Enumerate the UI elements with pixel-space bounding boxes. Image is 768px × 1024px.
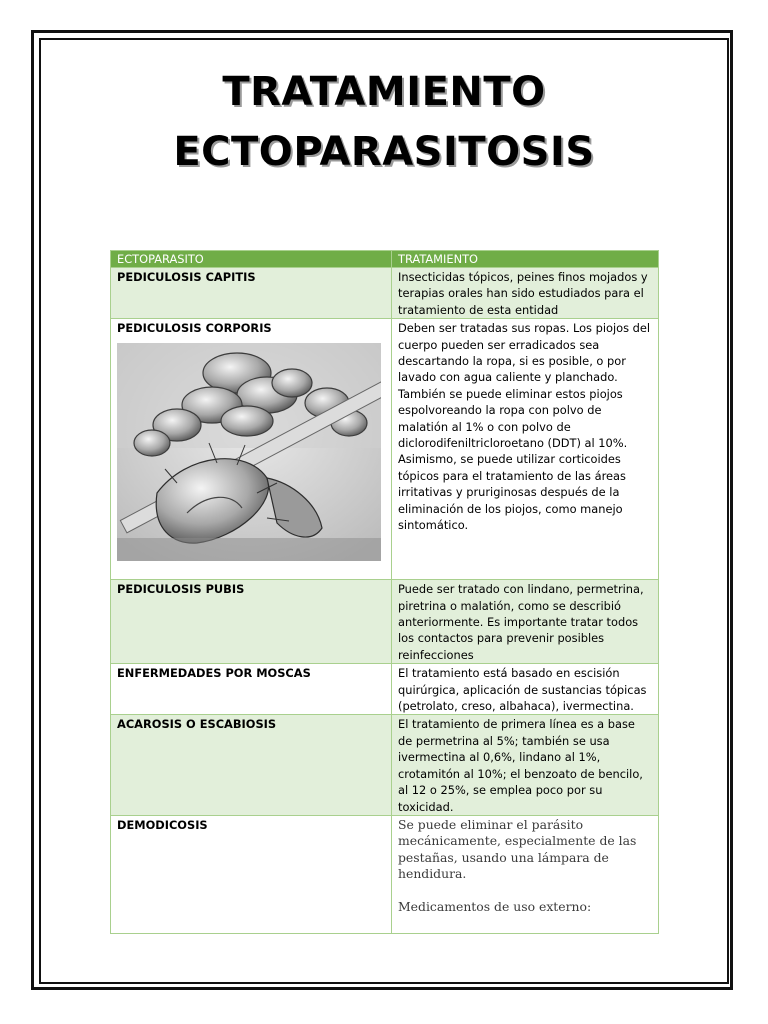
table-row xyxy=(111,319,659,580)
row-name: ENFERMEDADES POR MOSCAS xyxy=(111,664,392,715)
row-name: ACAROSIS O ESCABIOSIS xyxy=(111,715,392,815)
table-row xyxy=(111,815,659,933)
louse-micrograph-image xyxy=(117,343,381,561)
row-treatment: Se puede eliminar el parásito mecánicamente, especialmente de las pestañas, usando una lámpara de hendidura. xyxy=(398,816,637,882)
row-treatment: Puede ser tratado con lindano, permetrina, piretrina o malatión, como se describió anteriormente. Es importante tratar todos los contactos para prevenir posibles reinfecciones xyxy=(392,580,659,664)
row-treatment: Deben ser tratadas sus ropas. Los piojos del cuerpo pueden ser erradicados sea descartando la ropa, si es posible, o por lavado con agua caliente y planchado. También se puede eliminar estos piojos espolvoreando la ropa con polvo de malatión al 1% o con polvo de diclorodifeniltricloroetano (DDT) al 10%. Asimismo, se puede utilizar corticoides tópicos para el tratamiento de las áreas irritativas y pruriginosas después de la eliminación de los piojos, como manejo sintomático. xyxy=(392,319,659,580)
title-line-2: ECTOPARASITOSIS xyxy=(173,129,595,175)
row-treatment: El tratamiento está basado en escisión quirúrgica, aplicación de sustancias tópicas (petrolato, creso, albahaca), ivermectina. xyxy=(392,664,659,715)
row-treatment-cell xyxy=(392,815,659,933)
title-line-1: TRATAMIENTO xyxy=(222,69,546,115)
table-header-row xyxy=(111,251,659,268)
row-name-cell xyxy=(111,319,392,580)
row-treatment-extra: Medicamentos de uso externo: xyxy=(398,898,592,914)
row-treatment: Insecticidas tópicos, peines finos mojados y terapias orales han sido estudiados para el tratamiento de esta entidad xyxy=(392,268,659,319)
table-row xyxy=(111,715,659,815)
header-ectoparasito: ECTOPARASITO xyxy=(111,251,392,268)
table-row xyxy=(111,268,659,319)
row-name: PEDICULOSIS PUBIS xyxy=(111,580,392,664)
header-tratamiento: TRATAMIENTO xyxy=(392,251,659,268)
row-treatment: El tratamiento de primera línea es a base de permetrina al 5%; también se usa ivermectina al 0,6%, lindano al 1%, crotamitón al 10%; el benzoato de bencilo, al 12 o 25%, se emplea poco por su toxicidad. xyxy=(392,715,659,815)
treatment-table xyxy=(110,250,659,934)
table-row xyxy=(111,664,659,715)
table-row xyxy=(111,580,659,664)
row-name: PEDICULOSIS CORPORIS xyxy=(117,321,272,336)
document-title xyxy=(0,62,768,182)
row-name: DEMODICOSIS xyxy=(111,815,392,933)
row-name: PEDICULOSIS CAPITIS xyxy=(111,268,392,319)
